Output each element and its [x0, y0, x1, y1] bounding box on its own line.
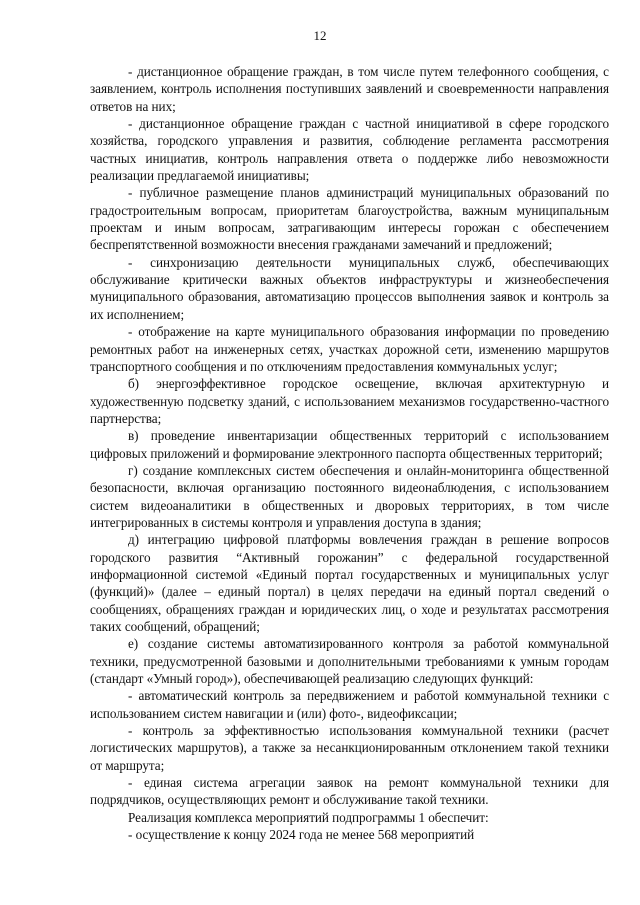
paragraph-15: - осуществление к концу 2024 года не менее 568 мероприятий [128, 827, 475, 843]
paragraph-9: д) интеграцию цифровой платформы вовлечения граждан в решение вопросов городского развития “Активный горожанин” с федеральной государственной информационной системой «Единый портал государственных и муниципальных услуг (функций)» (далее – единый портал) в целях передачи на единый портал сведений о сообщениях, обращениях граждан и юридических лиц, о ходе и результатах рассмотрения таких сообщений, обращений; [90, 532, 609, 634]
paragraph-13: - единая система агрегации заявок на ремонт коммунальной техники для подрядчиков, осуществляющих ремонт и обслуживание такой техники. [90, 775, 609, 808]
paragraph-10: е) создание системы автоматизированного контроля за работой коммунальной техники, предусмотренной базовыми и дополнительными требованиями к умным городам (стандарт «Умный город»), обеспечивающей реализацию следующих функций: [90, 636, 609, 687]
paragraph-12: - контроль за эффективностью использования коммунальной техники (расчет логистических маршрутов), а также за несанкционированным отклонением такой техники от маршрута; [90, 723, 609, 773]
paragraph-3: - публичное размещение планов администраций муниципальных образований по градостроительным вопросам, приоритетам благоустройства, важным муниципальным проектам и иным вопросам, затрагивающим интересы горожан с обеспечением беспрепятственной возможности внесения гражданами замечаний и предложений; [90, 185, 609, 253]
paragraph-11: - автоматический контроль за передвижением и работой коммунальной техники с использованием систем навигации и (или) фото-, видеофиксации; [90, 688, 609, 721]
paragraph-7: в) проведение инвентаризации общественных территорий с использованием цифровых приложений и формирование электронного паспорта общественных территорий; [90, 428, 609, 461]
paragraph-14: Реализация комплекса мероприятий подпрограммы 1 обеспечит: [128, 809, 489, 825]
paragraph-4: - синхронизацию деятельности муниципальных служб, обеспечивающих обслуживание критически важных объектов инфраструктуры и жизнеобеспечения муниципального образования, автоматизацию процессов выполнения заявок и контроль за их исполнением; [90, 254, 609, 322]
paragraph-8: г) создание комплексных систем обеспечения и онлайн-мониторинга общественной безопасности, включая организацию постоянного видеонаблюдения, с использованием систем видеоаналитики в общественных и дворовых территориях, в том числе интегрированных в системы контроля и управления доступа в здания; [90, 462, 609, 530]
paragraph-2: - дистанционное обращение граждан с частной инициативой в сфере городского хозяйства, городского управления и развития, соблюдение регламента рассмотрения частных инициатив, контроль направления ответа о поддержке либо невозможности реализации предлагаемой инициативы; [90, 116, 609, 184]
document-body [90, 63, 609, 843]
paragraph-1: - дистанционное обращение граждан, в том числе путем телефонного сообщения, с заявлением, контроль исполнения поступивших заявлений и своевременности направления ответов на них; [90, 64, 609, 114]
paragraph-6: б) энергоэффективное городское освещение, включая архитектурную и художественную подсветку зданий, с использованием механизмов государственно-частного партнерства; [90, 376, 609, 426]
page-number: 12 [313, 28, 327, 43]
paragraph-5: - отображение на карте муниципального образования информации по проведению ремонтных работ на инженерных сетях, участках дорожной сети, изменению маршрутов транспортного сообщения и по отключениям предоставления коммунальных услуг; [90, 324, 609, 374]
